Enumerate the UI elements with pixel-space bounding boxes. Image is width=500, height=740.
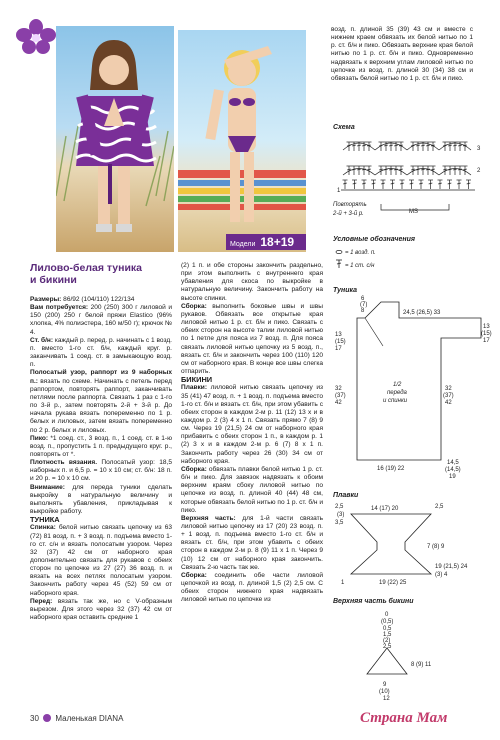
tunic-bottom: 16 (19) 22 [377, 466, 405, 472]
paragraph [30, 369, 172, 434]
tunic-top-1: 6 [361, 296, 365, 302]
tunic-center-2: переда [387, 390, 407, 396]
dc-stitch-icon [438, 183, 442, 184]
shorts-diagram [331, 488, 496, 593]
paragraph-text: 200 (250) 300 г лиловой и 150 (200) 250 г белой пряжи Elastico (96% хлопка, 4% полиэстера, 160 м/50 г); крючок № 4. [30, 304, 172, 336]
tunic-left-bot-3: 42 [335, 400, 342, 406]
dc-stitch-icon [353, 183, 357, 184]
paragraph-lead: Вам потребуется: [30, 304, 89, 312]
tunic-top-2: (7) [360, 302, 368, 308]
bikini-mid-3: 2,5 [383, 644, 392, 650]
dc-stitch-icon [372, 183, 376, 184]
paragraph [181, 572, 323, 605]
schema-repeat-label: Повторять [333, 202, 367, 208]
tunic-right-top-1: 13 [483, 324, 490, 330]
paragraph-lead: Сборка: [181, 302, 207, 310]
shorts-right-top: 2,5 [435, 504, 444, 510]
dc-stitch-icon [357, 145, 361, 146]
dc-stitch-icon [357, 169, 361, 170]
page-number: 30 [30, 714, 39, 723]
dc-stitch-icon [429, 183, 433, 184]
paragraph-lead: Верхняя часть: [181, 514, 236, 522]
tunic-center-3: и спинки [383, 398, 408, 404]
photo-tunic [56, 26, 174, 252]
paragraph-text: для переда туники сделать выкройку в натуральную величину и выполнять убавления, прикладывая к выкройке работу. [30, 483, 172, 516]
tunic-top-3: 8 [361, 308, 365, 314]
dc-stitch-icon [453, 145, 457, 146]
paragraph [30, 337, 172, 370]
model-number: 18+19 [260, 235, 295, 249]
shorts-left-top3: 3,5 [335, 520, 344, 526]
shorts-top: 14 (17) 20 [371, 506, 399, 512]
title-line2: и бикини [30, 274, 77, 286]
paragraph-lead: Плавки: [181, 384, 208, 392]
paragraph-text: 86/92 (104/110) 122/134 [61, 296, 135, 303]
magazine-name: Маленькая DIANA [55, 714, 124, 723]
tunic-top-width: 24,5 (26,5) 33 [403, 310, 441, 316]
bikini-mid-1: 1,5 [383, 632, 392, 638]
dc-stitch-icon [458, 145, 462, 146]
legend-title: Условные обозначения [333, 236, 416, 243]
paragraph-text: выполнить боковые швы и швы рукавов. Обвязать все открытые края лиловой нитью 1 р. ст. б/н и пико. Связать с обеих сторон на высоте талии лиловой нитью по 1 петле для пояса из 7 возд. п. Для пояса связать лиловой нитью цепочку из 5 возд. п., вязать ст. б/н и закончить через 100 (110) 120 см от наборного края. В конце все швы слегка отпарить. [181, 302, 323, 376]
dc-symbol-icon [336, 260, 342, 268]
dc-stitch-icon [443, 145, 447, 146]
paragraph-lead: Пико: [30, 434, 49, 442]
dc-stitch-icon [411, 169, 415, 170]
dc-stitch-icon [421, 145, 425, 146]
schema-repeat-rows: 2-й + 3-й р. [333, 211, 364, 217]
dc-stitch-icon [419, 183, 423, 184]
section-heading: ТУНИКА [30, 515, 60, 525]
tunic-right-bot-1: 32 [445, 386, 452, 392]
paragraph-text: соединить обе части лиловой цепочкой из возд. п. длиной 1,5 (2) 2,5 см. С обеих сторон нижнего края надвязать лиловой нитью по цепочке из [181, 571, 323, 604]
paragraph [181, 384, 323, 466]
tunic-left-top-3: 17 [335, 346, 342, 352]
tunic-center-1: 1/2 [393, 382, 402, 388]
dc-stitch-icon [448, 183, 452, 184]
bikini-width-3: 12 [383, 696, 390, 702]
article-title [30, 262, 142, 286]
dc-stitch-icon [394, 145, 398, 146]
text-column-3 [331, 26, 473, 83]
schema-stitches [343, 142, 472, 189]
bikini-top-3: 0,5 [383, 626, 392, 632]
dc-stitch-icon [391, 183, 395, 184]
tunic-right-top-3: 17 [483, 338, 490, 344]
chain-symbol-icon [336, 250, 342, 253]
shorts-mid-right: 7 (8) 9 [427, 544, 445, 550]
paragraph-lead: Плотность вязания. [30, 459, 98, 467]
dc-stitch-icon [416, 145, 420, 146]
paragraph-text: *1 соед. ст., 3 возд. п., 1 соед. ст. в 1-ю возд. п., пропустить 1 п. предыдущего круг. р., повторять от *. [30, 434, 172, 458]
tunic-right-bot-2: (37) [443, 393, 454, 399]
dc-stitch-icon [362, 183, 366, 184]
bikini-mid-2: (2) [383, 638, 391, 644]
paragraph-lead: Внимание: [30, 483, 65, 491]
bikini-width-1: 9 [383, 682, 387, 688]
dc-stitch-icon [362, 145, 366, 146]
paragraph-text: обвязать плавки белой нитью 1 р. ст. б/н и пико. Для завязок надвязать к обоим верхним краям сбоку лиловой нитью по цепочке из возд. п. длиной 40 (44) 48 см, которые обвязать белой нитью по 1 р. ст. б/н и пико. [181, 465, 323, 514]
section-heading: БИКИНИ [181, 375, 213, 385]
watermark: Страна Мам [360, 710, 448, 726]
magazine-icon [43, 714, 51, 722]
dc-stitch-icon [457, 183, 461, 184]
paragraph [181, 303, 323, 376]
paragraph-text: (2) 1 п. и обе стороны закончить раздельно, при этом выполнить с внутреннего края убавления для скоса по выкройке в натуральную величину. Закончить работу на высоте спинки. [181, 262, 323, 302]
paragraph-text: для 1-й части связать лиловой нитью цепочку из 17 (20) 23 возд. п. + 1 возд. п. подъема вместо 1-го ст. б/н и вязать ст. б/н, при этом убавить с обеих сторон в каждом 2-м р. 8 (9) 11 х 1 п. Через 9 (10) 12 см от наборного края закончить. Связать 2-ю часть так же. [181, 514, 323, 571]
shorts-title: Плавки [333, 492, 359, 499]
paragraph-lead: Размеры: [30, 296, 62, 303]
bikini-right: 8 (9) 11 [411, 662, 432, 668]
text-column-2 [181, 262, 323, 605]
dc-stitch-icon [343, 183, 347, 184]
photo-bikini [178, 30, 306, 252]
shorts-left-top: 2,5 [335, 504, 344, 510]
shorts-bottom: 19 (22) 25 [379, 580, 407, 586]
dc-stitch-icon [389, 169, 393, 170]
dc-stitch-icon [399, 169, 403, 170]
paragraph-text: Полосатый узор: 18,5 наборных п. и 6,5 р. = 10 х 10 см; ст. б/н: 18 п. и 20 р. = 10 х 10 см. [30, 459, 172, 483]
schema-row-1: 1 [337, 188, 341, 194]
schema-row-3: 3 [477, 146, 481, 152]
dc-stitch-icon [421, 169, 425, 170]
schema-row-2: 2 [477, 168, 481, 174]
dc-stitch-icon [463, 169, 467, 170]
dc-stitch-icon [431, 169, 435, 170]
tunic-left-bot-2: (37) [335, 393, 346, 399]
paragraph-text: белой нитью связать цепочку из 63 (72) 81 возд. п. + 3 возд. п. подъема вместо 1-го ст. с/н и вязать полосатым узором. Через 32 (37) 42 см от наборного края дополнительно связать для рукавов с обеих сторон по цепочке из 27 (27) 36 возд. п. и вязать на всех петлях полосатым узором. Закончить работу через 45 (52) 59 см от наборного края. [30, 524, 172, 597]
tunic-bottom-right-3: 19 [449, 474, 456, 480]
tunic-right-top-2: (15) [481, 331, 492, 337]
title-line1: Лилово-белая туника [30, 262, 143, 274]
paragraph [30, 524, 172, 597]
dc-stitch-icon [379, 169, 383, 170]
paragraph-lead: Сборка: [181, 571, 207, 579]
bikini-top-1: 0 [385, 612, 389, 618]
dc-stitch-icon [379, 145, 383, 146]
paragraph [181, 262, 323, 303]
dc-stitch-icon [453, 169, 457, 170]
paragraph-text: вязать так же, но с V-образным вырезом. Для этого через 32 (37) 42 см от наборного края оставить средние 1 [30, 597, 172, 622]
page-footer [30, 714, 123, 723]
bikini-top-title: Верхняя часть бикини [333, 598, 414, 605]
legend-item-2: = 1 ст. с/н [345, 263, 375, 269]
tunic-bottom-right-2: (14,5) [445, 467, 461, 473]
dc-stitch-icon [411, 145, 415, 146]
model-label: Модели [230, 241, 256, 248]
schema-ms: MS [409, 209, 418, 215]
paragraph [30, 304, 172, 337]
paragraph-lead: Полосатый узор, раппорт из 9 наборных п.: [30, 369, 172, 385]
dc-stitch-icon [389, 145, 393, 146]
legend [331, 232, 491, 274]
paragraph [30, 598, 172, 622]
stitch-schema [331, 120, 491, 230]
dc-stitch-icon [448, 145, 452, 146]
tunic-diagram [331, 280, 496, 480]
dc-stitch-icon [347, 145, 351, 146]
dc-stitch-icon [384, 145, 388, 146]
paragraph [30, 484, 172, 517]
paragraph [181, 466, 323, 515]
shorts-left-top2: (3) [337, 512, 345, 518]
paragraph-text: вязать по схеме. Начинать с петель перед раппортом, повторять раппорт, заканчивать петлями после раппорта. Связать 1 раз с 1-го по 3-й р., затем повторять 2-й + 3-й р. До начала рукава вязать попеременно по 1 р. белых и лиловых, затем вязать попеременно по 2 р. белых и лиловых. [30, 377, 172, 434]
paragraph-lead: Ст. б/н: [30, 336, 54, 344]
dc-stitch-icon [347, 169, 351, 170]
tunic-left-top-2: (15) [335, 339, 346, 345]
bikini-top-diagram [331, 594, 496, 704]
col3-text: возд. п. длиной 35 (39) 43 см и вместе с нижнем краем обвязать их белой нитью по 1 р. ст. б/н и пико. Обвязать верхние края белой нитью по 1 р. ст. б/н и пико. Одновременно надвязать к верхним углам лиловой нитью по цепочке из возд. п. длиной 30 (34) 38 см и обвязать белой нитью по 1 р. ст. б/н и пико. [331, 26, 473, 82]
dc-stitch-icon [467, 183, 471, 184]
paragraph [30, 296, 172, 304]
paragraph [181, 515, 323, 572]
tunic-left-top-1: 13 [335, 332, 342, 338]
flower-logo [14, 18, 58, 56]
dc-stitch-icon [426, 145, 430, 146]
model-badge [226, 234, 306, 250]
paragraph-lead: Сборка: [181, 465, 207, 473]
dc-stitch-icon [443, 169, 447, 170]
dc-stitch-icon [367, 169, 371, 170]
shorts-low-right: (3) 4 [435, 572, 448, 578]
paragraph [30, 459, 172, 483]
paragraph-lead: Перед: [30, 597, 53, 605]
dc-stitch-icon [352, 145, 356, 146]
paragraph [30, 435, 172, 459]
tunic-left-bot-1: 32 [335, 386, 342, 392]
tunic-right-bot-3: 42 [445, 400, 452, 406]
shorts-small: 1 [341, 580, 345, 586]
text-column-1 [30, 296, 172, 622]
dc-stitch-icon [400, 183, 404, 184]
tunic-bottom-right-1: 14,5 [447, 460, 459, 466]
dc-stitch-icon [381, 183, 385, 184]
paragraph-lead: Спинка: [30, 524, 56, 532]
legend-item-1: = 1 возд. п. [345, 250, 376, 256]
paragraph-text: лиловой нитью связать цепочку из 35 (41) 47 возд. п. + 1 возд. п. подъема вместо 1-го ст. б/н и вязать ст. б/н, при этом убавить с обеих сторон в каждом 2-м р. 11 (12) 13 х и в каждом р. 2 (3) 4 х 1 п. Связать прямо 7 (8) 9 см. Через 19 (21,5) 24 см от наборного края прибавить с обеих сторон 1 п., в каждом р. 1 (2) 3 х и в каждом 2-м р. 6 (7) 8 х 1 п. Закончить работу через 26 (30) 34 см от наборного края. [181, 384, 323, 465]
tunic-title: Туника [333, 287, 358, 294]
bikini-width-2: (10) [379, 689, 390, 695]
dc-stitch-icon [410, 183, 414, 184]
shorts-bot-right: 19 (21,5) 24 [435, 564, 468, 570]
bikini-top-2: (0,5) [381, 619, 394, 625]
paragraph-text: каждый р. перед. р. начинать с 1 возд. п. вместо 1-го ст. б/н, каждый круг. р. заканчивать 1 соед. ст. в замыкающую возд. п. [30, 336, 172, 369]
schema-title: Схема [333, 124, 355, 131]
